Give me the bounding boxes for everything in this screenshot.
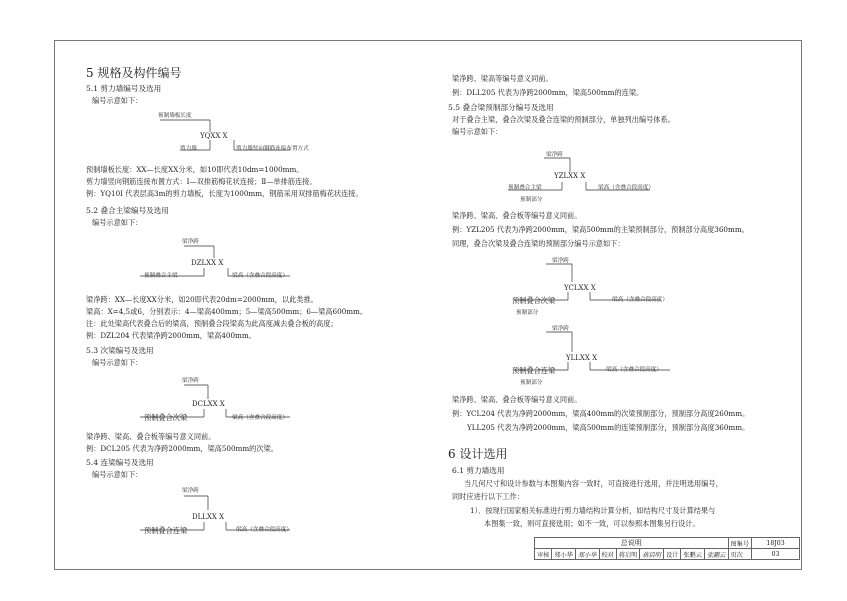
reviewer-name: 郑小华 [552, 549, 576, 560]
atlas-number: 18J03 [752, 538, 800, 549]
secondary-beam-height-label: 梁高（含叠合段高度） [232, 415, 288, 421]
section-5-2-heading: 5.2 叠合主梁编号及选用 [86, 206, 169, 215]
precast-coupling-beam-height-label: 梁高（含叠合段高度） [606, 367, 662, 373]
section-6-title: 6 设计选用 [448, 447, 508, 461]
precast-coupling-beam-part-label: 预制部分 [520, 380, 543, 386]
main-beam-paragraph-1: 梁净跨：XX—长度XX分米，如20即代表20dm=2000mm，以此类推。 [86, 295, 318, 304]
wall-paragraph-1: 预制墙板长度：XX—长度XX分米，如10即代表10dm=1000mm。 [86, 165, 304, 174]
design-paragraph-4: 本图集一致，则可直接选用；如不一致，可以参照本图集另行设计。 [484, 519, 700, 528]
coupling-beam-code: DLLXX X [192, 513, 225, 521]
wall-connection-label: 剪力墙竖向钢筋连接布置方式 [236, 146, 309, 152]
title-block [534, 537, 800, 560]
section-5-3-heading: 5.3 次梁编号及选用 [86, 346, 154, 355]
section-5-2-note: 编号示意如下： [92, 218, 143, 227]
precast-paragraph-3: 同理，叠合次梁及叠合连梁的预制部分编号示意如下： [452, 239, 625, 248]
precast-main-beam-span-label: 梁净跨 [546, 152, 563, 158]
section-5-5-heading: 5.5 叠合梁预制部分编号及选用 [448, 103, 554, 112]
atlas-label: 图集号 [728, 538, 752, 549]
page-number: 03 [752, 549, 800, 560]
designer-name: 张鹏云 [681, 549, 705, 560]
precast-paragraph-1: 梁净跨、梁高、叠合板等编号意义同前。 [452, 211, 582, 220]
coupling-beam-prefix-label: 预制叠合连梁 [144, 526, 188, 535]
section-6-1-heading: 6.1 剪力墙选用 [452, 466, 505, 475]
wall-paragraph-3: 例：YQ10Ⅰ 代表层高3m的剪力墙板，长度为1000mm，钢筋采用双排筋梅花状连接。 [86, 189, 363, 198]
precast-paragraph-5: 例：YCL204 代表为净跨2000mm，梁高400mm的次梁预制部分，预制部分高度260mm。 [452, 409, 750, 418]
wall-code: YQXX X [200, 132, 228, 140]
design-paragraph-2: 同时应进行以下工作： [452, 492, 524, 501]
coupling-beam-span-label: 梁净跨 [182, 488, 199, 494]
check-label: 校对 [599, 549, 616, 560]
wall-paragraph-2: 剪力墙竖向钢筋连接布置方式：Ⅰ—双排筋梅花状连接；Ⅱ—单排筋连接。 [86, 177, 317, 186]
secondary-beam-paragraph-2: 例：DCL205 代表为净跨2000mm，梁高500mm的次梁。 [86, 444, 278, 453]
precast-coupling-beam-code: YLLXX X [566, 354, 598, 362]
section-5-1-heading: 5.1 剪力墙编号及选用 [86, 84, 162, 93]
section-5-4-heading: 5.4 连梁编号及选用 [86, 458, 154, 467]
right-paragraph-2: 例：DLL205 代表为净跨2000mm，梁高500mm的连梁。 [452, 88, 644, 97]
reviewer-signature: 郑小华 [575, 549, 599, 560]
secondary-beam-prefix-label: 预制叠合次梁 [144, 413, 188, 422]
secondary-beam-paragraph-1: 梁净跨、梁高、叠合板等编号意义同前。 [86, 432, 216, 441]
main-beam-span-label: 梁净跨 [182, 239, 199, 245]
right-paragraph-1: 梁净跨、梁高等编号意义同前。 [452, 74, 553, 83]
main-beam-paragraph-4: 例：DZL204 代表梁净跨2000mm，梁高400mm。 [86, 331, 256, 340]
design-label: 设计 [664, 549, 681, 560]
precast-main-beam-code: YZLXX X [554, 172, 586, 180]
precast-main-beam-part-label: 预制部分 [520, 197, 543, 203]
main-beam-code: DZLXX X [191, 259, 224, 267]
secondary-beam-span-label: 梁净跨 [182, 378, 199, 384]
section-5-5-text: 对于叠合主梁，叠合次梁及叠合连梁的预制部分，单独列出编号体系。 [452, 115, 675, 124]
review-label: 审核 [535, 549, 552, 560]
precast-secondary-beam-lines [500, 256, 700, 316]
wall-length-label: 预制墙板长度 [158, 113, 192, 119]
precast-secondary-beam-height-label: 梁高（含叠合段高度） [612, 297, 668, 303]
secondary-beam-code: DCLXX X [192, 400, 225, 408]
precast-main-beam-height-label: 梁高（含叠合段高度） [598, 185, 654, 191]
precast-paragraph-6: YLL205 代表为净跨2000mm，梁高500mm的连梁预制部分，预制部分高度360mm。 [467, 423, 750, 432]
precast-paragraph-4: 梁净跨、梁高、叠合板等编号意义同前。 [452, 395, 582, 404]
section-5-4-note: 编号示意如下： [92, 470, 143, 479]
section-5-title: 5 规格及构件编号 [86, 66, 182, 80]
section-5-3-note: 编号示意如下： [92, 358, 143, 367]
design-paragraph-3: 1）．按现行国家相关标准进行剪力墙结构计算分析，如结构尺寸及计算结果与 [470, 506, 716, 515]
checker-signature: 蒋启明 [640, 549, 664, 560]
coupling-beam-height-label: 梁高（含叠合段高度） [236, 527, 292, 533]
page-label: 页次 [728, 549, 752, 560]
precast-secondary-beam-code: YCLXX X [564, 284, 596, 292]
section-5-5-note: 编号示意如下： [452, 127, 503, 136]
checker-name: 蒋启明 [616, 549, 640, 560]
wall-prefix-label: 剪力墙 [180, 146, 197, 152]
precast-secondary-beam-part-label: 预制部分 [516, 310, 539, 316]
precast-coupling-beam-lines [500, 324, 700, 384]
precast-secondary-beam-prefix-label: 预制叠合次梁 [512, 296, 556, 305]
main-beam-prefix-label: 预制叠合主梁 [144, 273, 178, 279]
precast-secondary-beam-span-label: 梁净跨 [552, 258, 569, 264]
main-beam-paragraph-2: 梁高：X=4,5或6，分别表示：4—梁高400mm；5—梁高500mm；6—梁高600mm。 [86, 307, 368, 316]
precast-coupling-beam-prefix-label: 预制叠合连梁 [512, 366, 556, 375]
main-beam-diagram [140, 236, 340, 290]
designer-signature: 张鹏云 [704, 549, 728, 560]
main-beam-height-label: 梁高（含叠合段高度） [232, 273, 288, 279]
precast-paragraph-2: 例：YZL205 代表为净跨2000mm，梁高500mm的主梁预制部分，预制部分高度360mm。 [452, 225, 749, 234]
precast-coupling-beam-span-label: 梁净跨 [552, 326, 569, 332]
section-5-1-note: 编号示意如下： [92, 96, 143, 105]
main-beam-paragraph-3: 注：此处梁高代表叠合后的梁高，预制叠合段梁高为此高度减去叠合板的高度； [86, 319, 338, 328]
design-paragraph-1: 当几何尺寸和设计参数与本图集内容一致时，可直接进行选用，并注明选用编号， [464, 479, 723, 488]
precast-main-beam-prefix-label: 预制叠合主梁 [508, 185, 542, 191]
title-block-name: 总说明 [535, 538, 729, 549]
